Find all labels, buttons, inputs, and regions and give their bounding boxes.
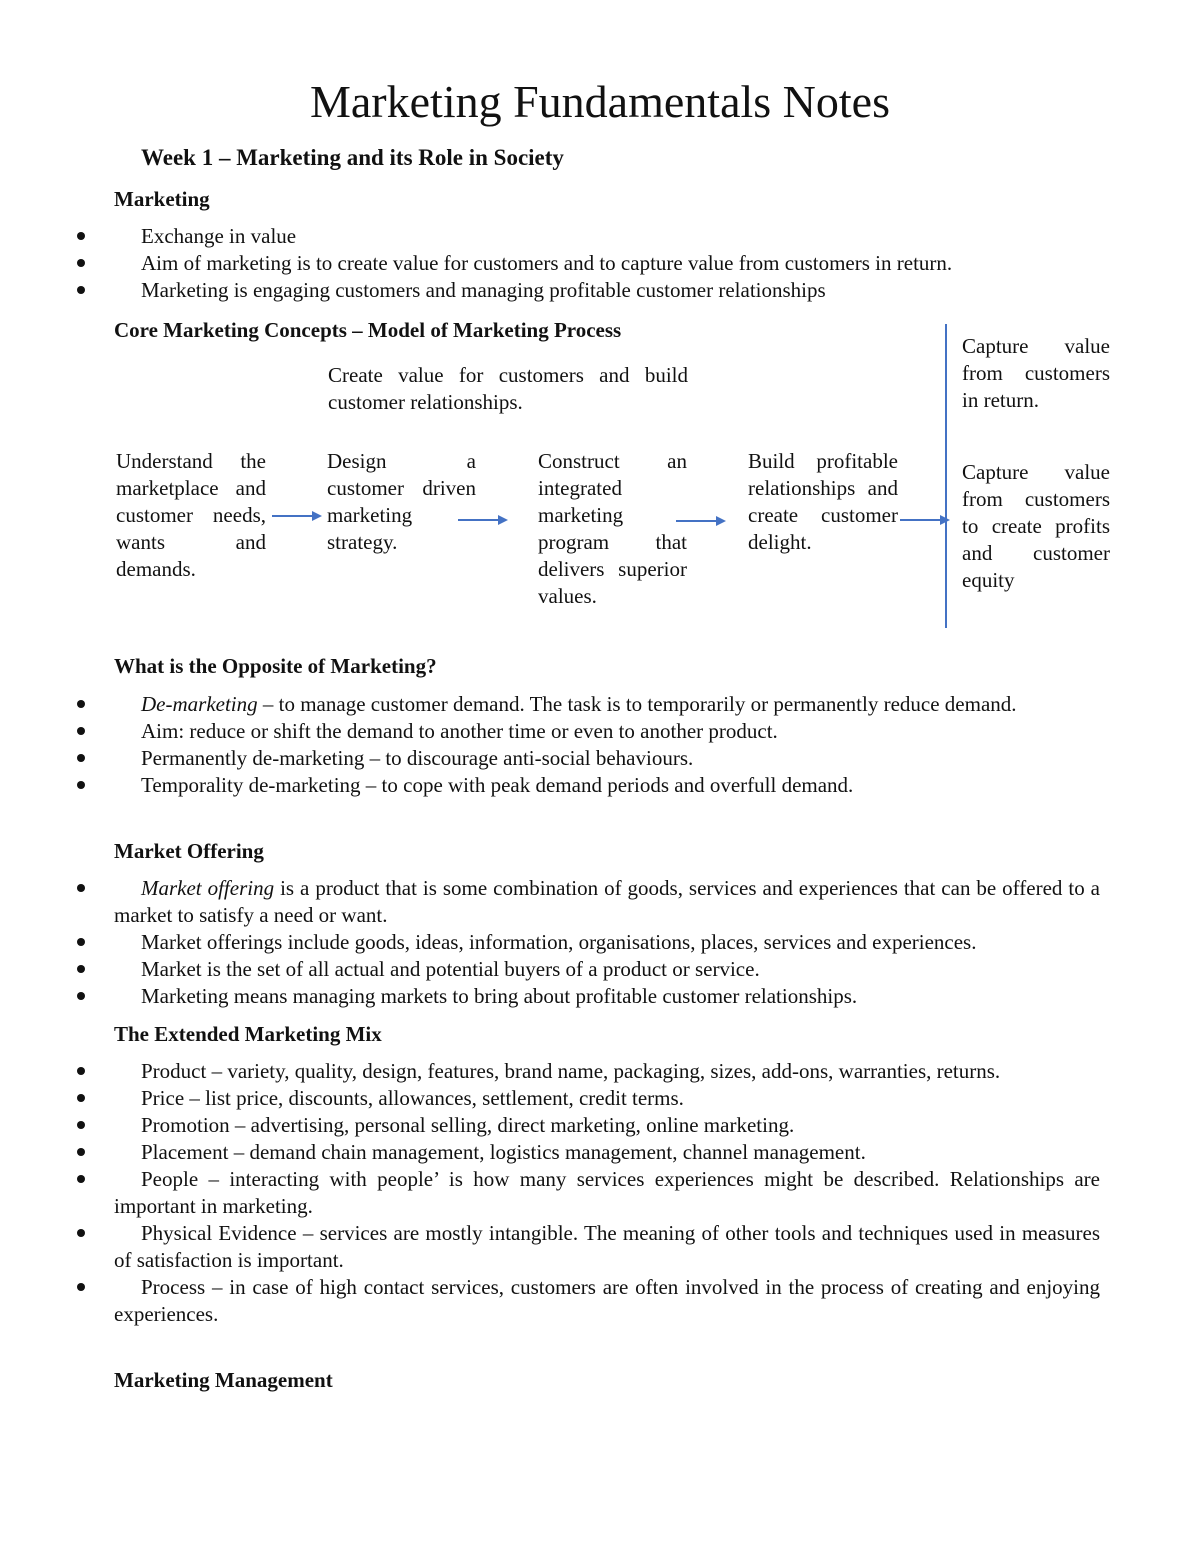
process-step-build: Build profitable relationships and create customer delight. <box>748 449 898 554</box>
process-step-understand: Understand the marketplace and customer needs, wants and demands. <box>116 449 266 581</box>
page-title: Marketing Fundamentals Notes <box>309 76 890 127</box>
section-heading-market-offering: Market Offering <box>114 839 264 863</box>
list-item: Exchange in value <box>0 223 1100 250</box>
list-item: Temporality de-marketing – to cope with peak demand periods and overfull demand. <box>0 772 1100 799</box>
list-item: Aim of marketing is to create value for customers and to capture value from customers in return. <box>0 250 1100 277</box>
list-item: Promotion – advertising, personal selling, direct marketing, online marketing. <box>0 1112 1100 1139</box>
list-item: Marketing means managing markets to bring about profitable customer relationships. <box>0 983 1100 1010</box>
section-heading-marketing: Marketing <box>114 187 210 211</box>
process-step-construct: Construct an integrated marketing program that delivers superior values. <box>538 449 687 608</box>
arrow-icon <box>676 513 728 529</box>
list-item: People – interacting with people’ is how many services experiences might be described. Relationships are important in marketing. <box>0 1166 1100 1220</box>
list-item: Permanently de-marketing – to discourage anti-social behaviours. <box>0 745 1100 772</box>
list-item: Aim: reduce or shift the demand to another time or even to another product. <box>0 718 1100 745</box>
list-item: Process – in case of high contact services, customers are often involved in the process of creating and enjoying experiences. <box>0 1274 1100 1328</box>
marketing-mix-list <box>0 1058 1100 1328</box>
list-item: Marketing is engaging customers and managing profitable customer relationships <box>0 277 1100 304</box>
divider-line <box>945 324 947 628</box>
section-heading-opposite: What is the Opposite of Marketing? <box>114 654 437 678</box>
create-value-label: Create value for customers and build customer relationships. <box>328 363 688 414</box>
capture-value-label: Capture value from customers in return. <box>962 334 1110 412</box>
arrow-icon <box>272 508 324 524</box>
marketing-process-diagram <box>0 320 1200 640</box>
opposite-list <box>0 691 1100 799</box>
section-heading-marketing-mix: The Extended Marketing Mix <box>114 1022 382 1046</box>
process-step-capture: Capture value from customers to create profits and customer equity <box>962 460 1110 592</box>
section-heading-marketing-management: Marketing Management <box>114 1368 333 1392</box>
marketing-list <box>0 223 1100 304</box>
list-item: Product – variety, quality, design, features, brand name, packaging, sizes, add-ons, warranties, returns. <box>0 1058 1100 1085</box>
arrow-icon <box>458 512 510 528</box>
process-step-design: Design a customer driven marketing strategy. <box>327 449 476 554</box>
section-heading-core-concepts: Core Marketing Concepts – Model of Marketing Process <box>114 318 622 342</box>
list-item: De-marketing – to manage customer demand. The task is to temporarily or permanently reduce demand. <box>0 691 1100 718</box>
week-heading: Week 1 – Marketing and its Role in Society <box>141 145 564 170</box>
list-item: Placement – demand chain management, logistics management, channel management. <box>0 1139 1100 1166</box>
list-item: Market is the set of all actual and potential buyers of a product or service. <box>0 956 1100 983</box>
list-item: Market offering is a product that is some combination of goods, services and experiences that can be offered to a market to satisfy a need or want. <box>0 875 1100 929</box>
offering-list <box>0 875 1100 1010</box>
list-item: Physical Evidence – services are mostly intangible. The meaning of other tools and techniques used in measures of satisfaction is important. <box>0 1220 1100 1274</box>
list-item: Market offerings include goods, ideas, information, organisations, places, services and experiences. <box>0 929 1100 956</box>
list-item: Price – list price, discounts, allowances, settlement, credit terms. <box>0 1085 1100 1112</box>
